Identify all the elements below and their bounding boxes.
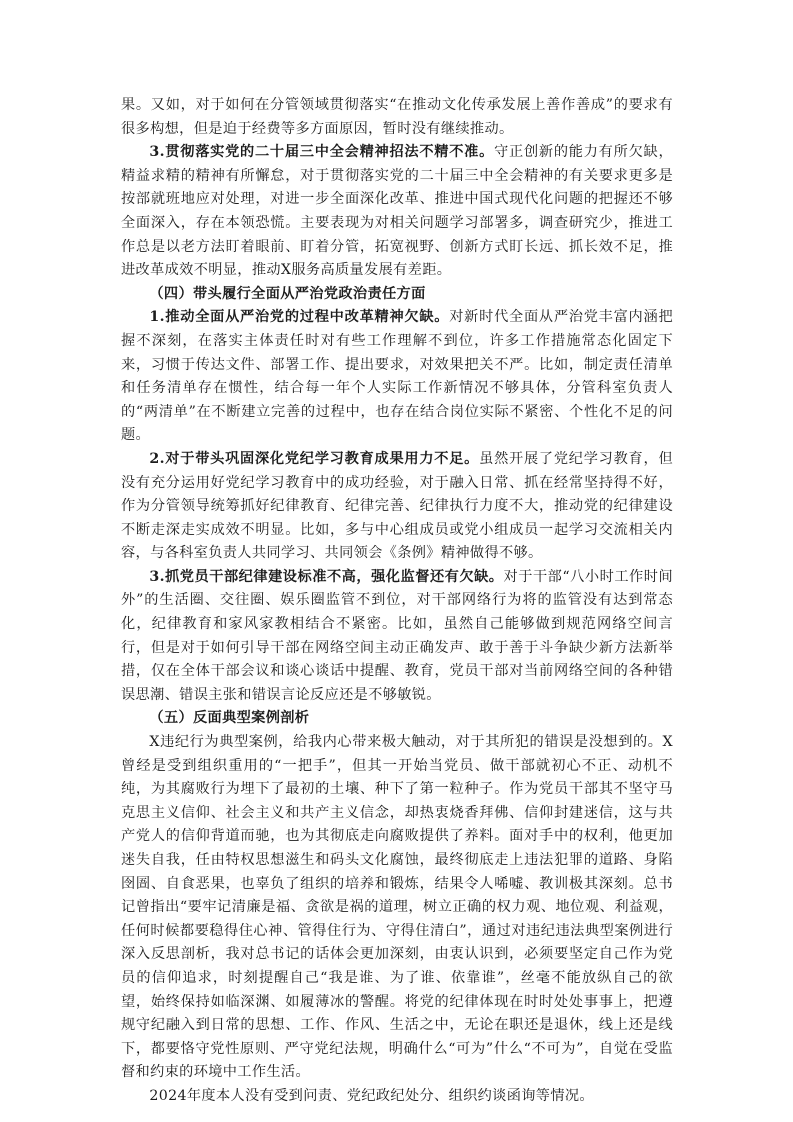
paragraph-continued: 果。又如，对于如何在分管领域贯彻落实“在推动文化传承发展上善作善成”的要求有很多构想，但是迫于经费等多方面原因，暂时没有继续推动。 xyxy=(121,97,673,137)
document-page xyxy=(121,94,673,1109)
paragraph-lead: 3.抓党员干部纪律建设标准不高，强化监督还有欠缺。 xyxy=(149,568,504,585)
paragraph-item-2-discipline-education xyxy=(121,448,673,566)
paragraph-closing-statement: 2024年度本人没有受到问责、党纪政纪处分、组织约谈函询等情况。 xyxy=(149,1087,594,1104)
paragraph-case-analysis: X违纪行为典型案例，给我内心带来极大触动，对于其所犯的错误是没想到的。X曾经是受到组织重用的“一把手”，但其一开始当党员、做干部就初心不正、动机不纯，为其腐败行为埋下了最初的土壤、种下了第一粒种子。作为党员干部其不坚守马克思主义信仰、社会主义和共产主义信念，却热衷烧香拜佛、信仰封建迷信，这与共产党人的信仰背道而驰，也为其彻底走向腐败提供了养料。面对手中的权利，他更加迷失自我，任由特权思想滋生和码头文化腐蚀，最终彻底走上违法犯罪的道路、身陷囹圄、自食恶果，也辜负了组织的培养和锻炼，结果令人唏嘘、教训极其深刻。总书记曾指出“要牢记清廉是福、贪欲是祸的道理，树立正确的权力观、地位观、利益观，任何时候都要稳得住心神、管得住行为、守得住清白”，通过对违纪违法典型案例进行深入反思剖析，我对总书记的话体会更加深刻，由衷认识到，必须要坚定自己作为党员的信仰追求，时刻提醒自己“我是谁、为了谁、依靠谁”，丝毫不能放纵自己的欲望，始终保持如临深渊、如履薄冰的警醒。将党的纪律体现在时时处处事事上，把遵规守纪融入到日常的思想、工作、作风、生活之中，无论在职还是退休，线上还是线下，都要恪守党性原则、严守党纪法规，明确什么“可为”什么“不可为”，自觉在受监督和约束的环境中工作生活。 xyxy=(121,734,673,1081)
paragraph-text: 虽然开展了党纪学习教育，但没有充分运用好党纪学习教育中的成功经验，对于融入日常、抓在经常坚持得不好，作为分管领导统筹抓好纪律教育、纪律完善、纪律执行力度不大，推动党的纪律建设不断走深走实成效不明显。比如，多与中心组成员或党小组成员一起学习交流相关内容，与各科室负责人共同学习、共同领会《条例》精神做得不够。 xyxy=(121,450,673,562)
paragraph-lead: 3.贯彻落实党的二十届三中全会精神招法不精不准。 xyxy=(149,144,495,161)
paragraph-text: 对于干部“八小时工作时间外”的生活圈、交往圈、娱乐圈监管不到位，对干部网络行为将的监管没有达到常态化，纪律教育和家风家教相结合不紧密。比如，虽然自己能够做到规范网络空间言行，但是对于如何引导干部在网络空间主动正确发声、敢于善于斗争缺少新方法新举措，仅在全体干部会议和谈心谈话中提醒、教育，党员干部对当前网络空间的各种错误思潮、错误主张和错误言论反应还是不够敏锐。 xyxy=(121,568,673,703)
paragraph-lead: 1.推动全面从严治党的过程中改革精神欠缺。 xyxy=(149,309,450,326)
paragraph-item-3-discipline-building xyxy=(121,566,673,708)
paragraph-text: 对新时代全面从严治党丰富内涵把握不深刻，在落实主体责任时对有些工作理解不到位，许多工作措施常态化固定下来，习惯于传达文件、部署工作、提出要求，对效果把关不严。比如，制定责任清单和任务清单存在惯性，结合每一年个人实际工作新情况不够具体，分管科室负责人的“两清单”在不断建立完善的过程中，也存在结合岗位实际不紧密、个性化不足的问题。 xyxy=(121,309,673,444)
paragraph-text: 守正创新的能力有所欠缺，精益求精的精神有所懈怠，对于贯彻落实党的二十届三中全会精神的有关要求更多是按部就班地应对处理，对进一步全面深化改革、推进中国式现代化问题的把握还不够全面深入，存在本领恐慌。主要表现为对相关问题学习部署多，调查研究少，推进工作总是以老方法盯着眼前、盯着分管，拓宽视野、创新方式盯长远、抓长效不足，推进改革成效不明显，推动X服务高质量发展有差距。 xyxy=(121,144,673,279)
paragraph-item-1-party-governance xyxy=(121,306,673,448)
section-heading-5: （五）反面典型案例剖析 xyxy=(149,710,310,727)
section-heading-4: （四）带头履行全面从严治党政治责任方面 xyxy=(149,285,426,302)
paragraph-lead: 2.对于带头巩固深化党纪学习教育成果用力不足。 xyxy=(149,450,480,467)
paragraph-item-3-reform-spirit xyxy=(121,141,673,283)
